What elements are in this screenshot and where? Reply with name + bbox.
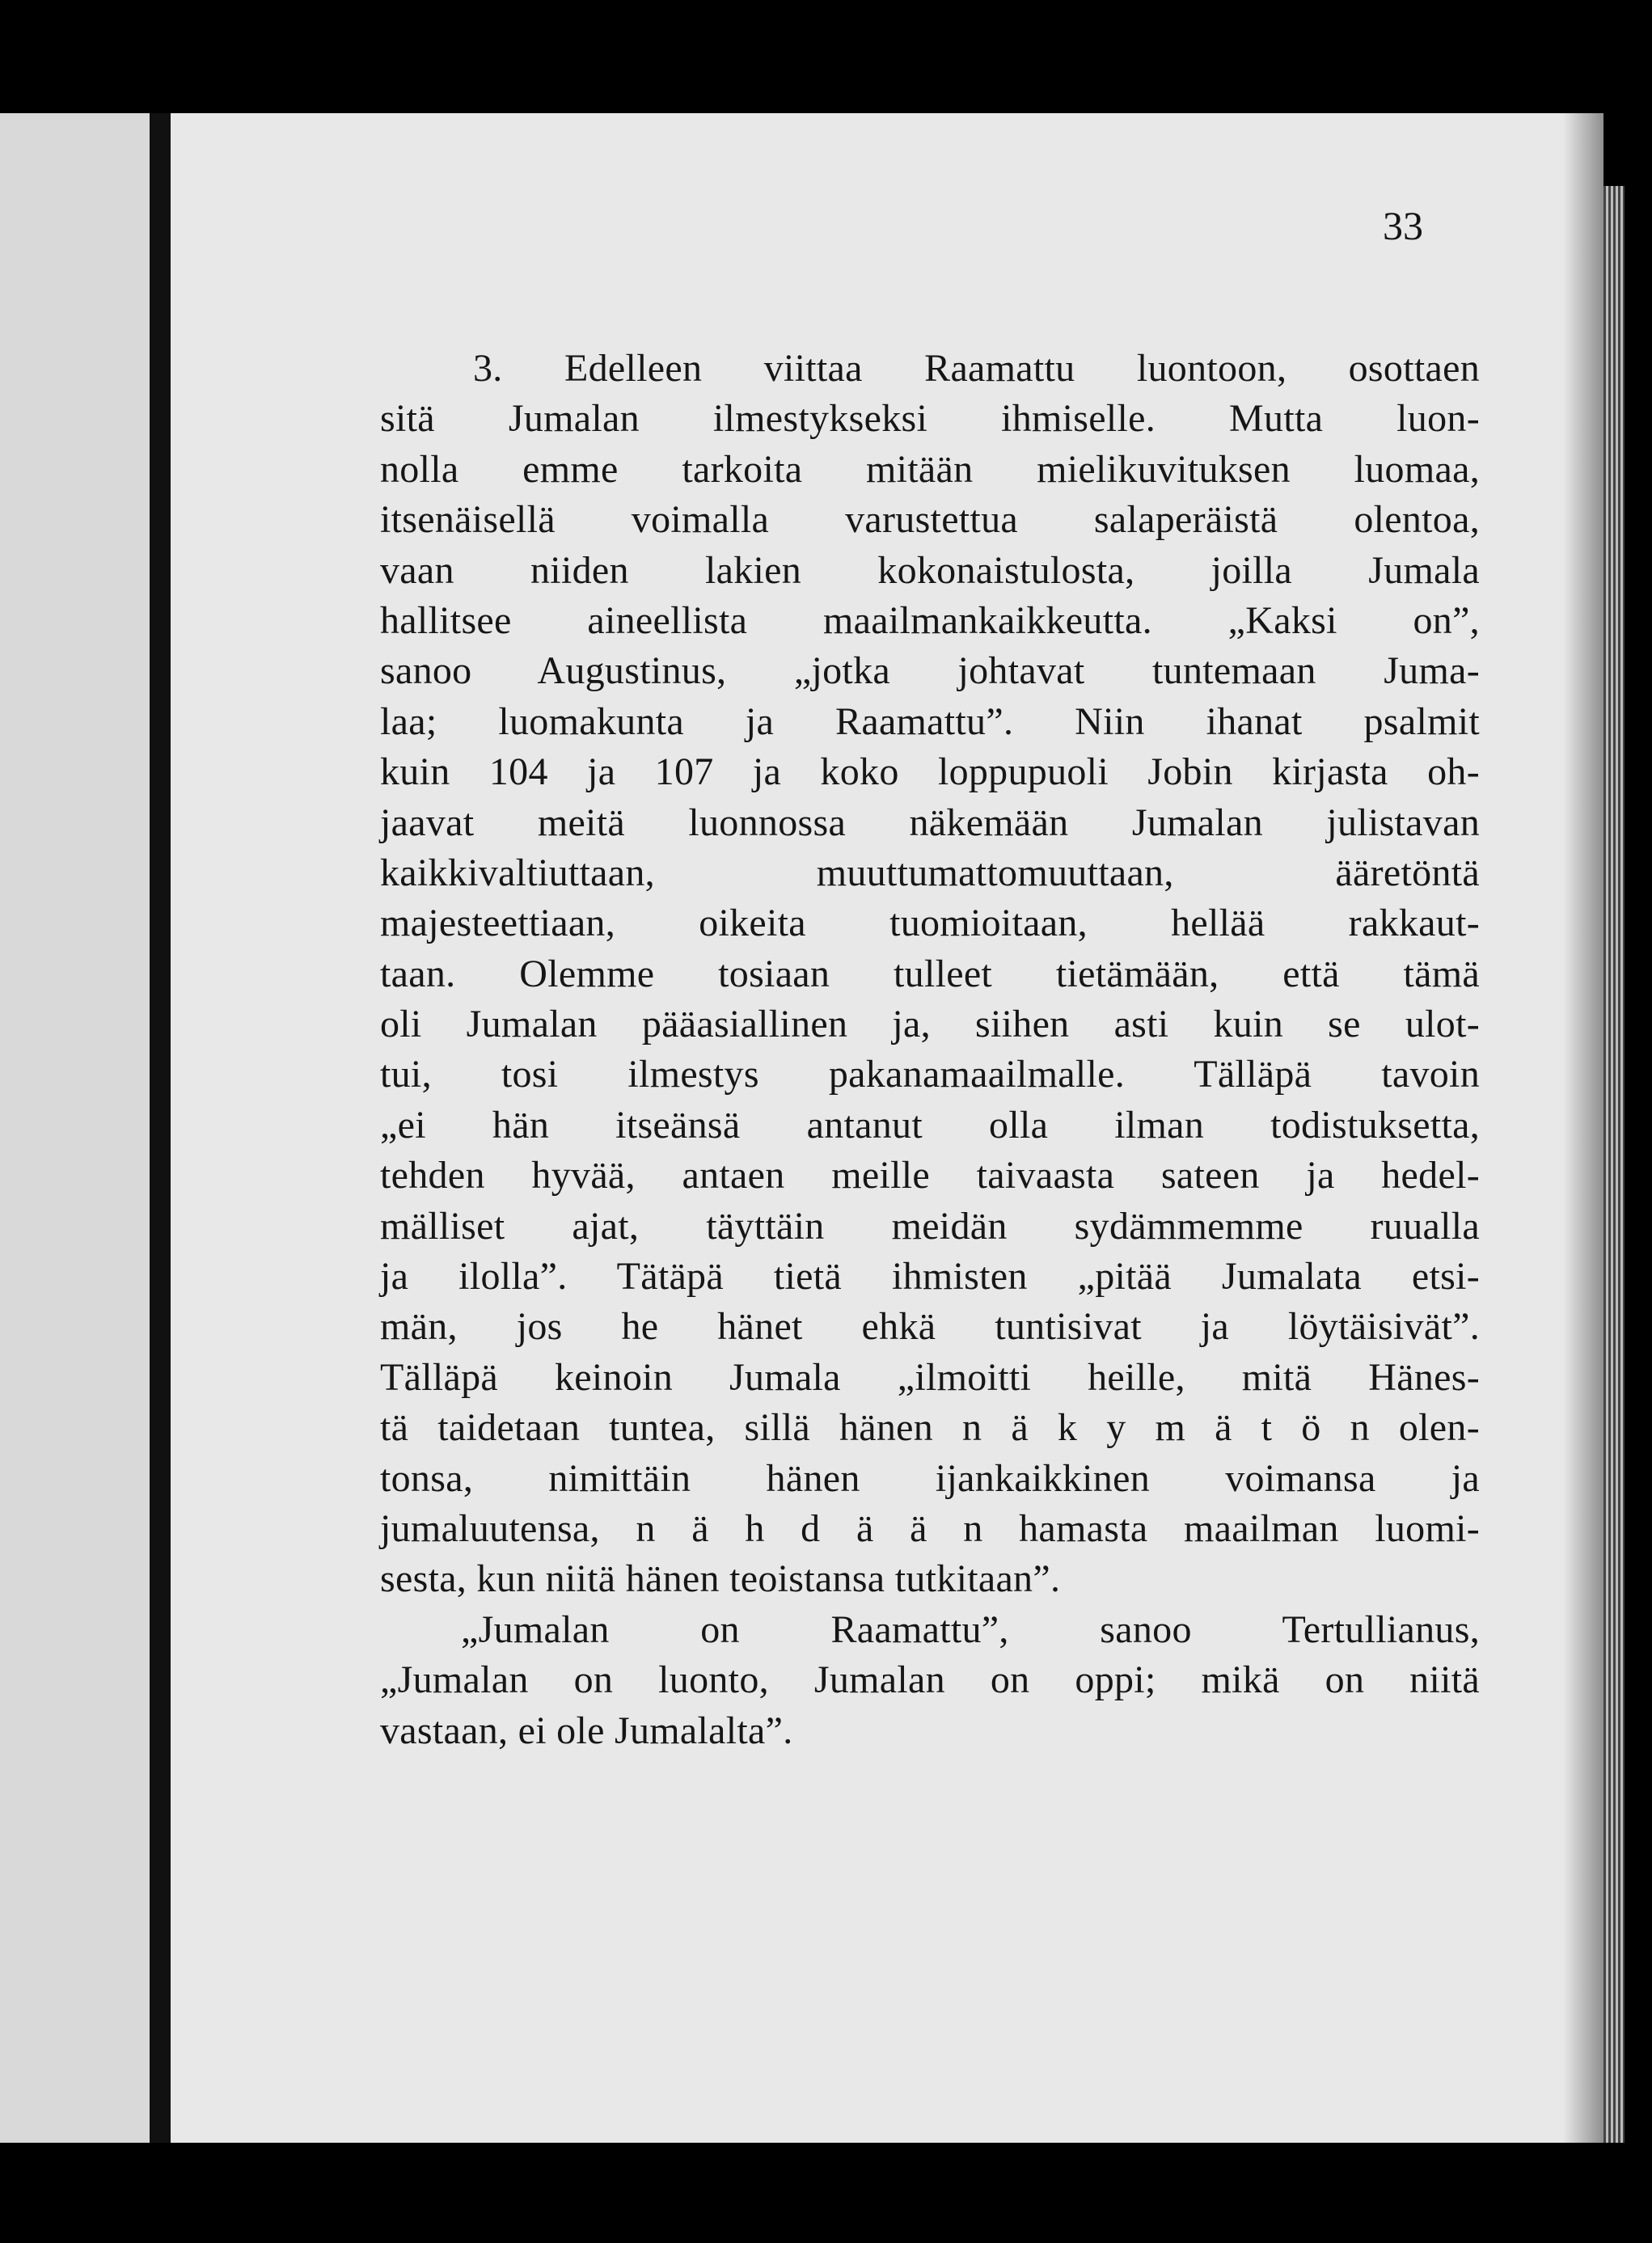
text-line: män, jos he hänet ehkä tuntisivat ja löytäisivät”. (380, 1305, 1480, 1349)
text-line: tä taidetaan tuntea, sillä hänen n ä k y m ä t ö n olen- (380, 1406, 1480, 1450)
text-line: Tälläpä keinoin Jumala „ilmoitti heille, mitä Hänes- (380, 1355, 1480, 1399)
text-line: ja ilolla”. Tätäpä tietä ihmisten „pitää Jumalata etsi- (380, 1255, 1480, 1299)
text-line: tehden hyvää, antaen meille taivaasta sateen ja hedel- (380, 1154, 1480, 1198)
text-line: itsenäisellä voimalla varustettua salaperäistä olentoa, (380, 498, 1480, 542)
text-line: jumaluutensa, n ä h d ä ä n hamasta maailman luomi- (380, 1506, 1480, 1550)
text-line: kaikkivaltiuttaan, muuttumattomuuttaan, ääretöntä (380, 851, 1480, 894)
text-line: hallitsee aineellista maailmankaikkeutta. „Kaksi on”, (380, 598, 1480, 642)
text-line: mälliset ajat, täyttäin meidän sydämmemme ruualla (380, 1204, 1480, 1248)
page-shadow (1563, 113, 1603, 2143)
text-line: sesta, kun niitä hänen teoistansa tutkitaan”. (380, 1557, 1061, 1601)
text-line: „Jumalan on luonto, Jumalan on oppi; mikä on niitä (380, 1658, 1480, 1702)
text-line: „ei hän itseänsä antanut olla ilman todistuksetta, (380, 1103, 1480, 1147)
facing-page-edge (0, 113, 150, 2143)
text-line: kuin 104 ja 107 ja koko loppupuoli Jobin kirjasta oh- (380, 750, 1480, 794)
body-text (380, 344, 1480, 1756)
page-number: 33 (1383, 203, 1423, 248)
text-line: majesteettiaan, oikeita tuomioitaan, hellää rakkaut- (380, 902, 1480, 945)
text-line: tui, tosi ilmestys pakanamaailmalle. Tälläpä tavoin (380, 1053, 1480, 1096)
text-line: 3. Edelleen viittaa Raamattu luontoon, osottaen (473, 347, 1480, 390)
text-line: vaan niiden lakien kokonaistulosta, joilla Jumala (380, 548, 1480, 592)
binding-gutter (150, 113, 171, 2143)
text-line: sitä Jumalan ilmestykseksi ihmiselle. Mutta luon- (380, 397, 1480, 441)
text-line: oli Jumalan pääasiallinen ja, siihen asti kuin se ulot- (380, 1003, 1480, 1046)
text-line: vastaan, ei ole Jumalalta”. (380, 1709, 793, 1752)
text-line: tonsa, nimittäin hänen ijankaikkinen voimansa ja (380, 1456, 1480, 1500)
page-stack-edge (1603, 186, 1625, 2143)
text-line: jaavat meitä luonnossa näkemään Jumalan julistavan (380, 800, 1480, 844)
text-line: sanoo Augustinus, „jotka johtavat tuntemaan Juma- (380, 649, 1480, 693)
text-line: laa; luomakunta ja Raamattu”. Niin ihanat psalmit (380, 699, 1480, 743)
text-line: „Jumalan on Raamattu”, sanoo Tertullianus, (461, 1607, 1480, 1651)
text-line: nolla emme tarkoita mitään mielikuvituksen luomaa, (380, 447, 1480, 491)
text-line: taan. Olemme tosiaan tulleet tietämään, että tämä (380, 952, 1480, 995)
